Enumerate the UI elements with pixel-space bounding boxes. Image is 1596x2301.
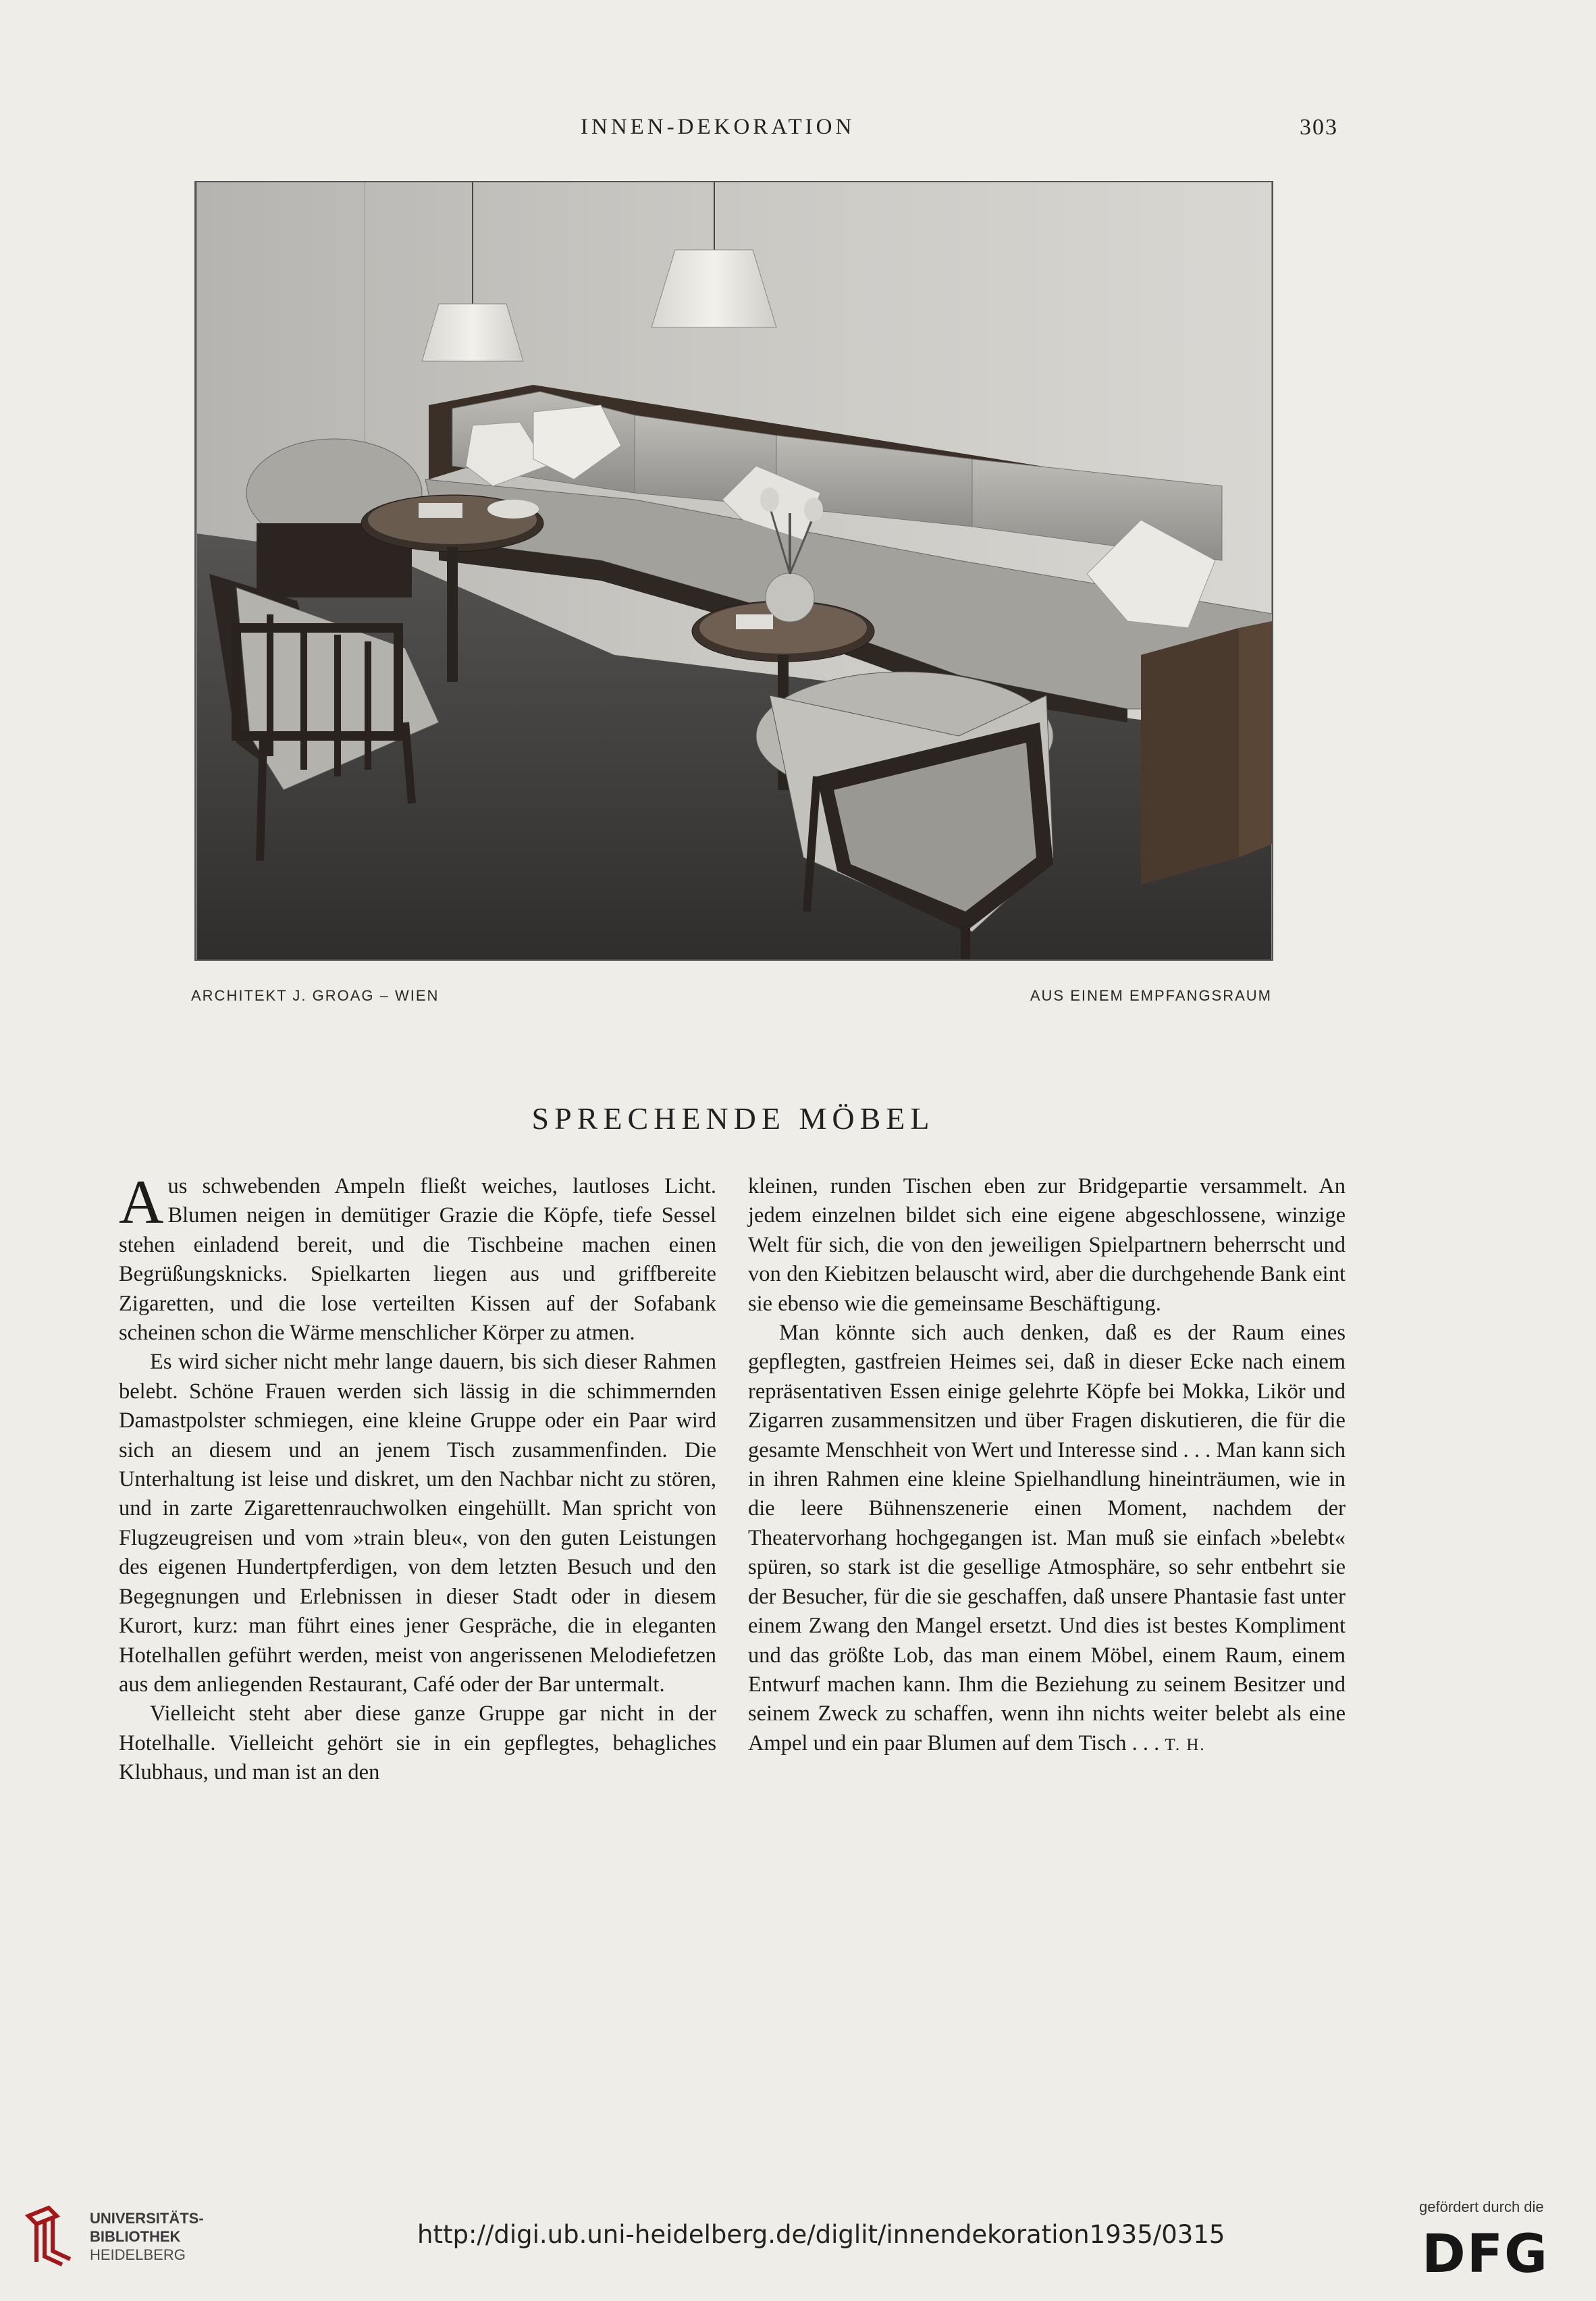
permalink-url[interactable]: http://digi.ub.uni-heidelberg.de/diglit/innendekoration1935/0315 bbox=[417, 2220, 1225, 2249]
paragraph: Aus schwebenden Ampeln fließt weiches, lautloses Licht. Blumen neigen in demütiger Grazie die Köpfe, tiefe Sessel stehen einladend bereit, und die Tischbeine machen einen Begrüßungsknicks. Spielkarten liegen aus und griffbereite Zigaretten, und die lose verteilten Kissen auf der Sofabank scheinen schon die Wärme menschlicher Körper zu atmen. bbox=[119, 1167, 716, 1346]
library-name: UNIVERSITÄTS- BIBLIOTHEK HEIDELBERG bbox=[90, 2210, 204, 2263]
article-column-right bbox=[748, 1172, 1346, 1760]
article-title: SPRECHENDE MÖBEL bbox=[531, 1101, 935, 1136]
paragraph: Man könnte sich auch denken, daß es der Raum eines gepflegten, gastfreien Heimes sei, daß in dieser Ecke nach einem repräsentativen Essen einige gelehrte Köpfe bei Mokka, Likör und Zigarren zusammensitzen und über Fragen diskutieren, die für die gesamte Menschheit von Wert und Interesse sind . . . Man kann sich in ihren Rahmen eine kleine Spielhandlung hineinträumen, wie in die leere Bühnenszenerie einen Moment, nachdem der Theatervorhang hochgegangen ist. Man muß sie einfach »belebt« spüren, so stark ist die gesellige Atmosphäre, so sehr entbehrt sie der Besucher, für die sie geschaffen, daß unsere Phantasie fast unter einem Zwang den Mangel ersetzt. Und dies ist bestes Kompliment und das größte Lob, das man einem Möbel, einem Raum, einem Entwurf machen kann. Ihm die Beziehung zu seinem Besitzer und seinem Zweck zu schaffen, wenn ihn nichts weiter belebt als eine Ampel und ein paar Blumen auf dem Tisch . . . T. H. bbox=[748, 1321, 1346, 1755]
paragraph: kleinen, runden Tischen eben zur Bridgepartie versammelt. An jedem einzelnen bildet sich eine eigene abgeschlossene, winzige Welt für sich, die von den jeweiligen Spielpartnern beherrscht und von den Kiebitzen belauscht wird, aber die durchgehende Bank eint sie ebenso wie die gemeinsame Beschäftigung. bbox=[748, 1174, 1346, 1316]
author-initials: T. H. bbox=[1165, 1735, 1206, 1754]
photo-caption: AUS EINEM EMPFANGSRAUM bbox=[1030, 987, 1272, 1004]
paragraph: Es wird sicher nicht mehr lange dauern, bis sich dieser Rahmen belebt. Schöne Frauen werden sich lässig in die schimmernden Damastpolster schmiegen, eine kleine Gruppe oder ein Paar wird sich an diesem und an jenem Tisch zusammenfinden. Die Unterhaltung ist leise und diskret, um den Nachbar nicht zu stören, und in zarte Zigarettenrauchwolken eingehüllt. Man spricht von Flugzeugreisen und vom »train bleu«, von den guten Leistungen des eigenen Hundertpferdigen, von dem letzten Besuch und den Begegnungen und Erlebnissen in dieser Stadt oder in diesem Kurort, kurz: man führt eines jener Gespräche, die in eleganten Hotelhallen geführt werden, meist von angerissenen Melodiefetzen aus dem anliegenden Restaurant, Café oder der Bar untermalt. bbox=[119, 1350, 716, 1697]
funder-label: gefördert durch die bbox=[1419, 2198, 1544, 2215]
photo-credit: ARCHITEKT J. GROAG – WIEN bbox=[191, 987, 440, 1004]
interior-photograph bbox=[194, 181, 1273, 961]
university-library-logo-icon bbox=[15, 2202, 82, 2270]
drop-cap: A bbox=[119, 1167, 164, 1236]
dfg-logo: DFG bbox=[1422, 2224, 1549, 2285]
paragraph: Vielleicht steht aber diese ganze Gruppe gar nicht in der Hotelhalle. Vielleicht gehört sie in ein gepflegtes, behagliches Klubhaus, und man ist an den bbox=[119, 1701, 716, 1785]
article-column-left bbox=[119, 1167, 716, 1788]
running-head: INNEN-DEKORATION bbox=[581, 115, 855, 139]
page-number: 303 bbox=[1300, 115, 1338, 140]
